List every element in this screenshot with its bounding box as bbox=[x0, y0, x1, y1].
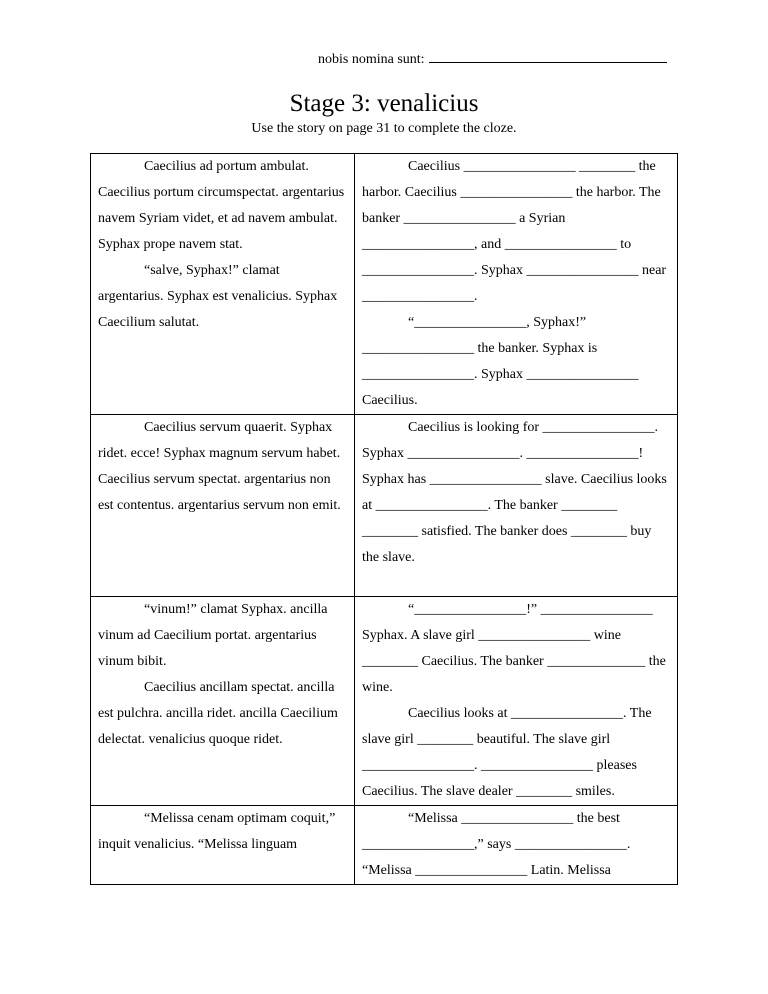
names-blank-line[interactable] bbox=[429, 48, 667, 63]
names-label: nobis nomina sunt: bbox=[318, 52, 425, 67]
table-row bbox=[91, 597, 678, 806]
latin-paragraph: Caecilius ancillam spectat. ancilla est pulchra. ancilla ridet. ancilla Caecilium delectat. venalicius quoque ridet. bbox=[98, 680, 338, 747]
english-cell bbox=[355, 415, 678, 597]
cloze-table bbox=[90, 153, 678, 885]
instructions: Use the story on page 31 to complete the cloze. bbox=[251, 121, 517, 136]
latin-paragraph: “Melissa cenam optimam coquit,” inquit venalicius. “Melissa linguam bbox=[98, 811, 336, 852]
names-field bbox=[318, 48, 667, 68]
english-paragraph: “________________!” ________________ Syphax. A slave girl ________________ wine ________ Caecilius. The banker ______________ the wine. bbox=[362, 602, 666, 695]
english-cell bbox=[355, 597, 678, 806]
latin-paragraph: Caecilius servum quaerit. Syphax ridet. ecce! Syphax magnum servum habet. Caecilius servum spectat. argentarius non est contentus. argentarius servum non emit. bbox=[98, 420, 341, 513]
table-row bbox=[91, 415, 678, 597]
latin-cell bbox=[91, 806, 355, 885]
latin-cell bbox=[91, 415, 355, 597]
english-paragraph: “________________, Syphax!” ________________ the banker. Syphax is ________________. Syphax ________________ Caecilius. bbox=[362, 315, 639, 408]
latin-paragraph: “vinum!” clamat Syphax. ancilla vinum ad Caecilium portat. argentarius vinum bibit. bbox=[98, 602, 328, 669]
latin-paragraph: “salve, Syphax!” clamat argentarius. Syphax est venalicius. Syphax Caecilium salutat. bbox=[98, 263, 338, 330]
english-paragraph: Caecilius ________________ ________ the harbor. Caecilius ________________ the harbor. The banker ________________ a Syrian ________________, and ________________ to ________________. Syphax ________________ near ________________. bbox=[362, 159, 667, 304]
latin-paragraph: Caecilius ad portum ambulat. Caecilius portum circumspectat. argentarius navem Syriam videt, et ad navem ambulat. Syphax prope navem stat. bbox=[98, 159, 345, 252]
english-cell bbox=[355, 806, 678, 885]
english-paragraph: Caecilius is looking for ________________. Syphax ________________. ________________! Syphax has ________________ slave. Caecilius looks at ________________. The banker ________ ________ satisfied. The banker does ________ buy the slave. bbox=[362, 420, 667, 565]
latin-cell bbox=[91, 154, 355, 415]
english-cell bbox=[355, 154, 678, 415]
english-paragraph: Caecilius looks at ________________. The slave girl ________ beautiful. The slave girl ________________. ________________ pleases Caecilius. The slave dealer ________ smiles. bbox=[362, 706, 652, 799]
latin-cell bbox=[91, 597, 355, 806]
table-row bbox=[91, 154, 678, 415]
english-paragraph: “Melissa ________________ the best ________________,” says ________________. “Melissa ________________ Latin. Melissa bbox=[362, 811, 631, 878]
table-row bbox=[91, 806, 678, 885]
page-title: Stage 3: venalicius bbox=[289, 90, 479, 117]
